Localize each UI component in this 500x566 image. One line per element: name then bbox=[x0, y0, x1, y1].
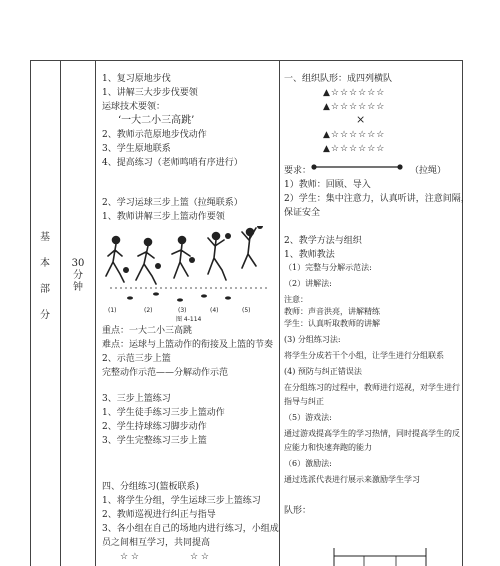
method-item: (3) 分组练习法: bbox=[284, 335, 341, 344]
organization-title: 一、组织队形：成四列横队 bbox=[284, 74, 393, 84]
content-line: 2、学生持球练习脚步动作 bbox=[102, 422, 207, 432]
content-line: 1、将学生分组，学生运球三步上篮练习 bbox=[102, 496, 261, 506]
method-item: （2）讲解法: bbox=[284, 279, 332, 288]
method-item: (4) 预防与纠正错误法 bbox=[284, 367, 362, 376]
column-divider-1 bbox=[60, 60, 61, 566]
method-desc: 指导与纠正 bbox=[284, 397, 324, 406]
method-item: （1）完整与分解示范法: bbox=[284, 263, 372, 272]
rope-label: （拉绳） bbox=[410, 166, 447, 176]
content-line: 完整动作示范——分解动作示范 bbox=[102, 368, 229, 378]
methods-title: 2、教学方法与组织 bbox=[284, 236, 362, 246]
content-line: 1、教师讲解三步上篮动作要领 bbox=[102, 212, 225, 222]
method-item: （6）激励法: bbox=[284, 459, 332, 468]
time-label bbox=[68, 258, 88, 294]
content-line: 员之间相互学习，共同提高 bbox=[102, 538, 211, 548]
method-note: 学生：认真听取教师的讲解 bbox=[284, 319, 380, 328]
figure-label: (2) bbox=[144, 307, 153, 314]
figure-label: (3) bbox=[178, 307, 187, 314]
time-char: 钟 bbox=[73, 282, 83, 293]
method-desc: 通过游戏提高学生的学习热情，同时提高学生的反 bbox=[284, 429, 460, 438]
content-line: 四、分组练习(篮板联系) bbox=[102, 482, 200, 492]
formation-stars: ☆ ☆ bbox=[190, 552, 209, 562]
ball-icon bbox=[123, 267, 129, 273]
section-char: 部 bbox=[40, 284, 50, 295]
content-line: 3、各小组在自己的场地内进行练习，小组成 bbox=[102, 524, 279, 534]
content-line: 3、学生完整练习三步上篮 bbox=[102, 436, 207, 446]
section-char: 本 bbox=[40, 258, 50, 269]
column-divider-2 bbox=[95, 60, 96, 566]
player-figure-2 bbox=[145, 239, 152, 246]
formation-label: 队形： bbox=[284, 506, 312, 516]
method-desc: 在分组练习的过程中，教师进行巡视，对学生进行 bbox=[284, 383, 460, 392]
column-divider-3 bbox=[279, 60, 280, 566]
section-char: 基 bbox=[40, 232, 50, 243]
section-char: 分 bbox=[40, 310, 50, 321]
requirements-label: 要求： bbox=[284, 166, 312, 176]
method-note: 教师：声音洪亮，讲解精练 bbox=[284, 307, 380, 316]
ball-icon bbox=[257, 226, 263, 229]
content-line: 难点：运球与上篮动作的衔接及上篮的节奏 bbox=[102, 340, 274, 350]
content-line: 3、学生原地联系 bbox=[102, 144, 171, 154]
figure-label: (4) bbox=[210, 307, 219, 314]
ball-icon bbox=[189, 257, 195, 263]
content-line: 2、教师示范原地步伐动作 bbox=[102, 130, 207, 140]
figure-label: (1) bbox=[108, 307, 117, 314]
requirement-line: 保证安全 bbox=[284, 208, 321, 218]
content-line: 运球技术要领： bbox=[102, 102, 166, 112]
method-note: 注意： bbox=[284, 295, 308, 304]
content-line: 1、讲解三大步步伐要领 bbox=[102, 88, 198, 98]
time-value: 30 bbox=[71, 258, 85, 269]
formation-row: ▲☆☆☆☆☆☆ bbox=[323, 130, 386, 140]
formation-row: ▲☆☆☆☆☆☆ bbox=[323, 144, 386, 154]
method-desc: 应能力和快速奔跑的能力 bbox=[284, 443, 372, 452]
rope-icon bbox=[310, 162, 406, 172]
content-line: 3、三步上篮练习 bbox=[102, 394, 171, 404]
section-label bbox=[37, 232, 53, 322]
content-line: 2、教师巡视进行纠正与指导 bbox=[102, 510, 216, 520]
content-line: 重点：一大二小三高跳 bbox=[102, 326, 193, 336]
ball-icon bbox=[155, 263, 161, 269]
content-line: 1、复习原地步伐 bbox=[102, 74, 171, 84]
formation-row: ▲☆☆☆☆☆☆ bbox=[323, 88, 386, 98]
teacher-mark: × bbox=[356, 113, 366, 126]
method-desc: 将学生分成若干个小组，让学生进行分组联系 bbox=[284, 351, 444, 360]
table-left-border bbox=[30, 60, 31, 566]
table-right-border bbox=[462, 60, 463, 566]
content-line: 2、学习运球三步上篮（拉绳联系） bbox=[102, 198, 243, 208]
layup-illustration bbox=[100, 226, 278, 322]
time-char: 分 bbox=[73, 270, 83, 281]
teacher-method-title: 1、教师教法 bbox=[284, 250, 335, 260]
player-figure-1 bbox=[113, 237, 120, 244]
method-item: （5）游戏法: bbox=[284, 413, 332, 422]
content-line: 2、示范三步上篮 bbox=[102, 354, 171, 364]
player-figure-4 bbox=[213, 233, 220, 240]
figure-label: (5) bbox=[242, 307, 251, 314]
formation-row: ▲☆☆☆☆☆☆ bbox=[323, 102, 386, 112]
figure-caption: 图 4-114 bbox=[176, 316, 202, 322]
key-phrase: ‘一大二小三高跳’ bbox=[118, 115, 195, 126]
requirement-line: 1）教师：回顾、导入 bbox=[284, 180, 371, 190]
content-line: 4、提高练习（老师鸣哨有序进行） bbox=[102, 158, 243, 168]
method-desc: 通过选派代表进行展示来激励学生学习 bbox=[284, 475, 420, 484]
player-figure-3 bbox=[179, 237, 186, 244]
court-diagram bbox=[330, 546, 430, 566]
ball-icon bbox=[225, 233, 231, 239]
formation-stars: ☆ ☆ bbox=[120, 552, 139, 562]
requirement-line: 2）学生：集中注意力，认真听讲，注意间隔， bbox=[284, 194, 470, 204]
content-line: 1、学生徒手练习三步上篮动作 bbox=[102, 408, 225, 418]
